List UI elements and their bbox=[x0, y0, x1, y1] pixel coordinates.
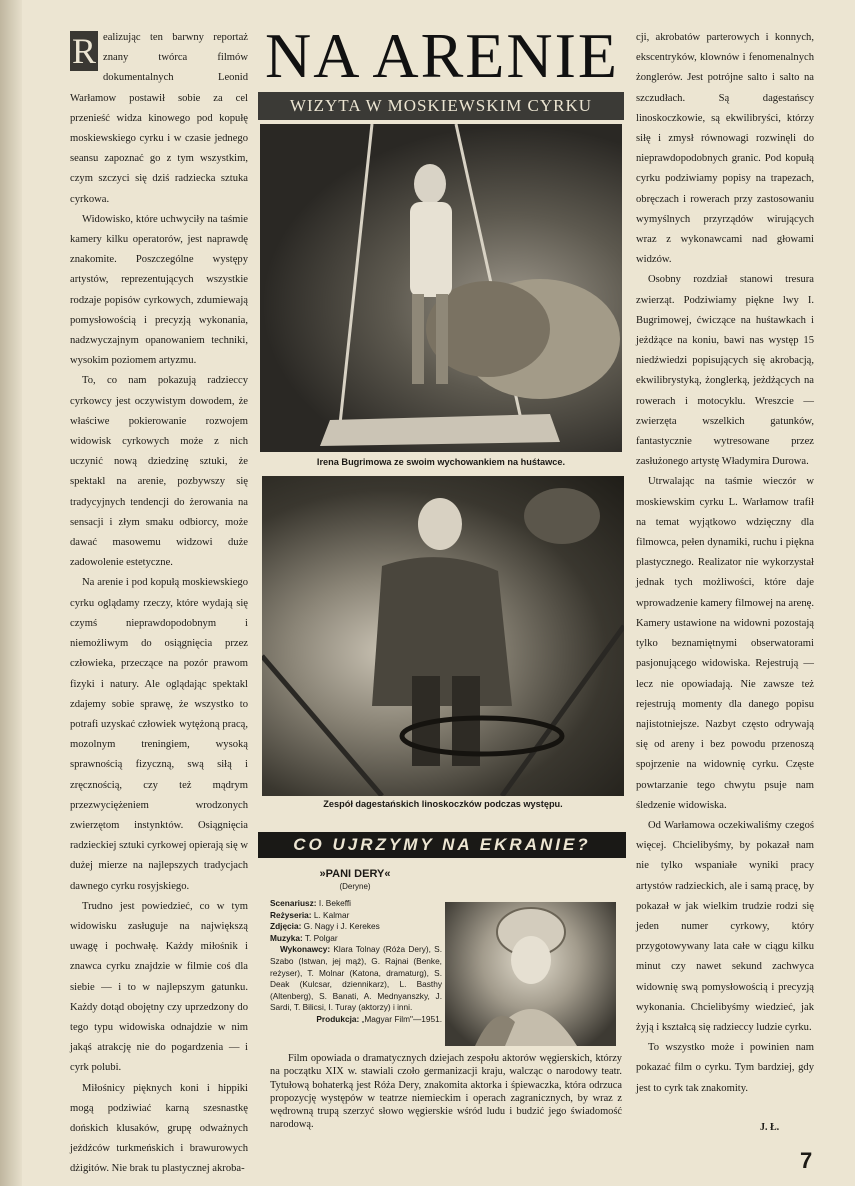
left-column bbox=[70, 28, 248, 1180]
article-paragraph: Miłośnicy pięknych koni i hippiki mogą podziwiać karną szesnastkę dońskich klusaków, grupę odważnych jeźdźców turkmeńskich i brawurowych dżigitów. Nie brak tu plastycznej akroba- bbox=[70, 1082, 248, 1175]
credit-line bbox=[270, 933, 442, 945]
credit-name: L. Kalmar bbox=[313, 909, 350, 920]
credit-name: G. Nagy i J. Kerekes bbox=[303, 921, 380, 932]
article-subheadline: WIZYTA W MOSKIEWSKIM CYRKU bbox=[258, 92, 624, 120]
credit-role: Zdjęcia: bbox=[270, 921, 302, 932]
production-value: „Magyar Film"—1951. bbox=[361, 1013, 442, 1024]
article-paragraph: Od Warłamowa oczekiwaliśmy czegoś więcej. Chcielibyśmy, by pokazał nam nie tylko wspaniałe wyniki pracy artystów radzieckich, ale i samą pracę, by pokazał w jak wielkim trudzie rodzi się jeden numer cyrkowy, który przygotowywany lata całe w ciągu kilku minut czy nawet sekund zachwyca widownię swą pomysłowością i precyzją wykonania. Chcielibyśmy wiedzieć, jak żyją i kształcą się radzieccy ludzie cyrku. bbox=[636, 819, 814, 1033]
article-paragraph: To wszystko może i powinien nam pokazać film o cyrku. Tym bardziej, gdy jest to cyrk tak znakomity. bbox=[636, 1042, 814, 1094]
article-paragraph: Na arenie i pod kopułą moskiewskiego cyrku oglądamy rzeczy, które wydają się czymś nieprawdopodobnym i niemożliwym do osiągnięcia przez człowieka, przeczące na pozór prawom fizyki i natury. Ale oglądając spektakl zdajemy sobie sprawę, że wszystko to potrafi uzyskać człowiek wytężoną pracą, mozolnym treningiem, wysoką sprawnością fizyczną, swą siłą i zręcznością, czy też mądrym przezwyciężeniem wrodzonych zwierzętom instynktów. Osiągnięcia radzieckiej sztuki cyrkowej opierają się w dużej mierze na najlepszych tradycjach dawnego cyrku rosyjskiego. bbox=[70, 577, 248, 892]
photo-trapeze-lion bbox=[260, 124, 622, 452]
author-signature: J. Ł. bbox=[760, 1122, 780, 1133]
credit-role: Reżyseria: bbox=[270, 909, 312, 920]
page-number: 7 bbox=[800, 1148, 813, 1173]
article-paragraph: Utrwalając na taśmie wieczór w moskiewskim cyrku L. Warłamow trafił na temat wyjątkowo wdzięczny dla filmowca, pełen dynamiki, ruchu i piękna plastycznego. Realizator nie wykorzystał jednak tych możliwości, które daje wprowadzenie kamery filmowej na arenę. Kamery ustawione na widowni pozostają tylko beznamiętnymi obserwatorami pasjonującego widowiska. Rejestrują — lecz nie opowiadają. Nie zawsze też rejestrują momenty dla danego popisu najistotniejsze. Nazbyt często odrywają się od areny i bez powodu przenoszą spojrzenie na widownię cyrku. Częste powtarzanie tego chwytu psuje nam śledzenie widowiska. bbox=[636, 476, 814, 811]
photo-film-actress-illustration bbox=[445, 902, 616, 1046]
film-credits bbox=[270, 898, 442, 1026]
production-label: Produkcja: bbox=[316, 1013, 360, 1024]
credit-role: Scenariusz: bbox=[270, 898, 317, 908]
article-paragraph: ealizując ten barwny reportaż znany twórca filmów dokumentalnych Leonid Warłamow postawił sobie za cel przenieść widza kinowego pod kopułę moskiewskiego cyrku i w czasie jednego seansu zapoznać go z tym wszystkim, czym szczyci się dziś radziecka sztuka cyrkowa. bbox=[70, 32, 248, 205]
photo-trapeze-lion-illustration bbox=[260, 124, 622, 452]
photo2-caption: Zespół dagestańskich linoskoczków podczas występu. bbox=[323, 799, 563, 809]
photo-film-actress bbox=[445, 902, 616, 1046]
section-banner: CO UJRZYMY NA EKRANIE? bbox=[258, 832, 626, 858]
cast-label: Wykonawcy: bbox=[280, 944, 331, 955]
article-paragraph: To, co nam pokazują radzieccy cyrkowcy jest oczywistym dowodem, że właściwe pokierowanie rozwojem widowisk cyrkowych może z nich uczynić nową dziedzinę sztuki, że spektakl na arenie, pozbywszy się tradycyjnych tendencji do żerowania na sensacji i złym smaku odbiorcy, może dawać masowemu widzowi duże zadowolenie estetyczne. bbox=[70, 375, 248, 569]
page-spine-shadow bbox=[0, 0, 22, 1186]
film-synopsis: Film opowiada o dramatycznych dziejach zespołu aktorów węgierskich, którzy na początku XIX w. stawiali czoło germanizacji kraju, walcząc o narodowy teatr. Tytułową bohaterką jest Róża Dery, znakomita aktorka i śpiewaczka, która odrzuca propozycję występów w teatrze niemieckim i operach zagranicznych, by wraz z wędrowną trupą szerzyć słowo węgierskie wśród ludu i budzić jego świadomość narodową. bbox=[270, 1053, 622, 1131]
credit-role: Muzyka: bbox=[270, 932, 303, 943]
film-original-title: (Deryne) bbox=[339, 882, 371, 891]
right-column bbox=[636, 28, 814, 1099]
cast-list bbox=[270, 944, 442, 1014]
article-paragraph: Osobny rozdział stanowi tresura zwierząt. Podziwiamy piękne lwy I. Bugrimowej, ćwiczące na huśtawkach i jeżdżące na koniu, bawi nas występ 15 niedźwiedzi popisujących się akrobacją, ekwilibrystyką, żonglerką, jeżdżących na rowerach i motocyklu. Wreszcie — zwierzęta wszelkich gatunków, fantastycznie wytresowane przez zasłużonego artystę Władymira Durowa. bbox=[636, 274, 814, 468]
production-line bbox=[270, 1014, 442, 1026]
article-paragraph: Widowisko, które uchwyciły na taśmie kamery kilku operatorów, jest naprawdę znakomite. Poszczególne występy artystów, reprezentujących wszystkie rodzaje popisów cyrkowych, zdumiewają pomysłowością i precyzją wykonania, nadzwyczajnym opanowaniem techniki, wysokim poziomem artyzmu. bbox=[70, 213, 248, 367]
credit-name: T. Polgar bbox=[304, 932, 338, 943]
credit-line bbox=[270, 910, 442, 922]
cast-names: Klara Tolnay (Róża Dery), S. Szabo (Istwan, jej mąż), G. Rajnai (Benke, reżyser), T. Molnar (Katona, dramaturg), S. Deak (Kulcsar, dziennikarz), L. Basthy (Altenberg), S. Banati, A. Mednyanszky, J. Sardi, T. Bilicsi, I. Turay (aktorzy) i inni. bbox=[270, 944, 442, 1013]
credit-line bbox=[270, 898, 442, 910]
credit-line bbox=[270, 921, 442, 933]
article-headline: NA ARENIE bbox=[265, 20, 619, 91]
credit-name: I. Bekeffi bbox=[318, 898, 352, 908]
photo1-caption: Irena Bugrimowa ze swoim wychowankiem na huśtawce. bbox=[316, 457, 566, 467]
photo-tightrope-walkers bbox=[262, 476, 624, 796]
article-paragraph: cji, akrobatów parterowych i konnych, ekscentryków, klownów i fenomenalnych żonglerów. Jest potrójne salto i salto na szczudłach. Są dagestańscy linoskoczkowie, są ekwilibryści, którzy siłę i zmysł równowagi rozwinęli do nieprawdopodobnych granic. Pod kopułą cyrku podziwiamy popisy na trapezach, obręczach i rowerach przy zastosowaniu wymyślnych przyrządów wirujących wraz z wykonawcami nad głowami widzów. bbox=[636, 32, 814, 266]
photo-tightrope-walkers-illustration bbox=[262, 476, 624, 796]
dropcap: R bbox=[71, 31, 96, 71]
article-paragraph: Trudno jest powiedzieć, co w tym widowisku zasługuje na największą uwagę i pochwałę. Każdy miłośnik i znawca cyrku znajdzie w filmie coś dla siebie — i to w najlepszym gatunku. Każdy dotąd obojętny czy uprzedzony do tego typu widowiska odnajdzie w nim jakąś atrakcję nie do pogardzenia — i cyrk polubi. bbox=[70, 900, 248, 1074]
film-title: »PANI DERY« bbox=[319, 868, 391, 880]
